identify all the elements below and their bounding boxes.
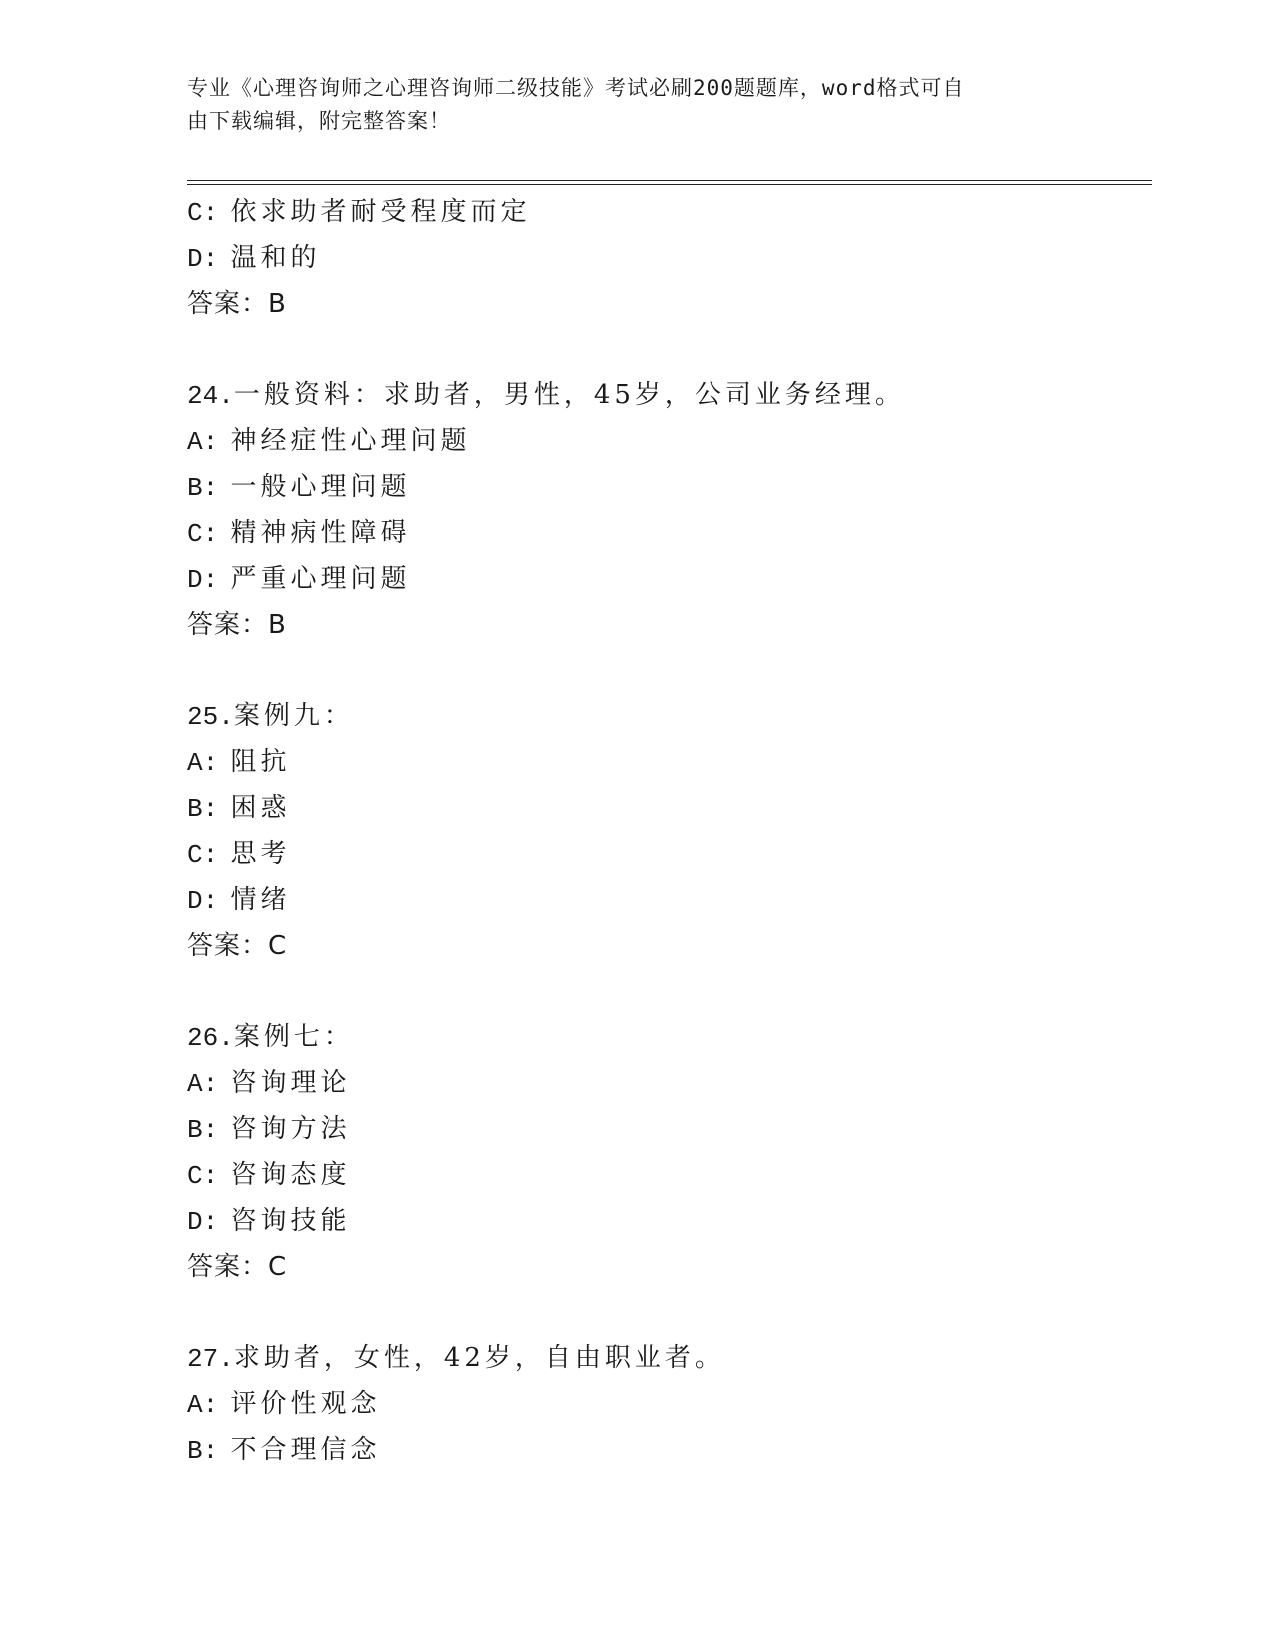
- option-text: 精神病性障碍: [230, 518, 411, 548]
- option-d: [187, 1198, 1147, 1244]
- option-text: 情绪: [230, 885, 291, 915]
- option-prefix: D:: [187, 244, 219, 274]
- option-d: [187, 235, 1147, 281]
- option-text: 一般心理问题: [230, 472, 411, 502]
- option-text: 阻抗: [230, 747, 291, 777]
- option-prefix: B:: [187, 1115, 219, 1145]
- question-number: 27.: [187, 1344, 234, 1374]
- header-line-2: 由下载编辑，附完整答案！: [187, 109, 451, 133]
- option-prefix: D:: [187, 886, 219, 916]
- option-c: [187, 831, 1147, 877]
- option-b: [187, 785, 1147, 831]
- option-text: 咨询理论: [230, 1068, 351, 1098]
- option-prefix: C:: [187, 519, 219, 549]
- header-line-1: 专业《心理咨询师之心理咨询师二级技能》考试必刷200题题库，word格式可自: [187, 76, 965, 100]
- answer-line: 答案：C: [187, 1252, 288, 1282]
- question-stem: [187, 1335, 1147, 1381]
- answer-line: 答案：B: [187, 289, 287, 319]
- option-d: [187, 877, 1147, 923]
- option-text: 神经症性心理问题: [230, 426, 471, 456]
- question-text: 案例七：: [233, 1022, 354, 1052]
- question-stem: [187, 1014, 1147, 1060]
- option-prefix: D:: [187, 565, 219, 595]
- option-prefix: C:: [187, 1161, 219, 1191]
- option-text: 思考: [230, 839, 291, 869]
- option-prefix: B:: [187, 473, 219, 503]
- option-b: [187, 1427, 1147, 1473]
- option-d: [187, 556, 1147, 602]
- option-c: [187, 189, 1147, 235]
- option-c: [187, 1152, 1147, 1198]
- option-prefix: B:: [187, 1436, 219, 1466]
- option-prefix: A:: [187, 427, 219, 457]
- option-text: 咨询态度: [230, 1160, 351, 1190]
- option-a: [187, 739, 1147, 785]
- option-text: 依求助者耐受程度而定: [230, 197, 531, 227]
- answer-line: 答案：C: [187, 931, 288, 961]
- option-prefix: D:: [187, 1207, 219, 1237]
- question-number: 25.: [187, 702, 234, 732]
- option-text: 评价性观念: [230, 1389, 381, 1419]
- question-number: 24.: [187, 381, 234, 411]
- option-text: 不合理信念: [230, 1435, 381, 1465]
- option-prefix: A:: [187, 1069, 219, 1099]
- option-text: 困惑: [230, 793, 291, 823]
- option-a: [187, 1381, 1147, 1427]
- option-prefix: C:: [187, 198, 219, 228]
- question-number: 26.: [187, 1023, 234, 1053]
- option-text: 严重心理问题: [230, 564, 411, 594]
- option-prefix: A:: [187, 748, 219, 778]
- question-text: 求助者，女性，42岁，自由职业者。: [233, 1343, 725, 1373]
- document-header: [187, 72, 1067, 138]
- option-a: [187, 1060, 1147, 1106]
- option-a: [187, 418, 1147, 464]
- option-prefix: B:: [187, 794, 219, 824]
- question-stem: [187, 693, 1147, 739]
- answer-line: 答案：B: [187, 610, 287, 640]
- question-text: 一般资料：求助者，男性，45岁，公司业务经理。: [233, 380, 905, 410]
- option-c: [187, 510, 1147, 556]
- header-divider-bottom: [187, 184, 1152, 185]
- option-text: 咨询技能: [230, 1206, 351, 1236]
- question-text: 案例九：: [233, 701, 354, 731]
- question-stem: [187, 372, 1147, 418]
- question-list: [187, 189, 1147, 1473]
- option-b: [187, 1106, 1147, 1152]
- option-b: [187, 464, 1147, 510]
- option-prefix: A:: [187, 1390, 219, 1420]
- option-text: 温和的: [230, 243, 321, 273]
- option-prefix: C:: [187, 840, 219, 870]
- option-text: 咨询方法: [230, 1114, 351, 1144]
- header-divider-top: [187, 180, 1152, 181]
